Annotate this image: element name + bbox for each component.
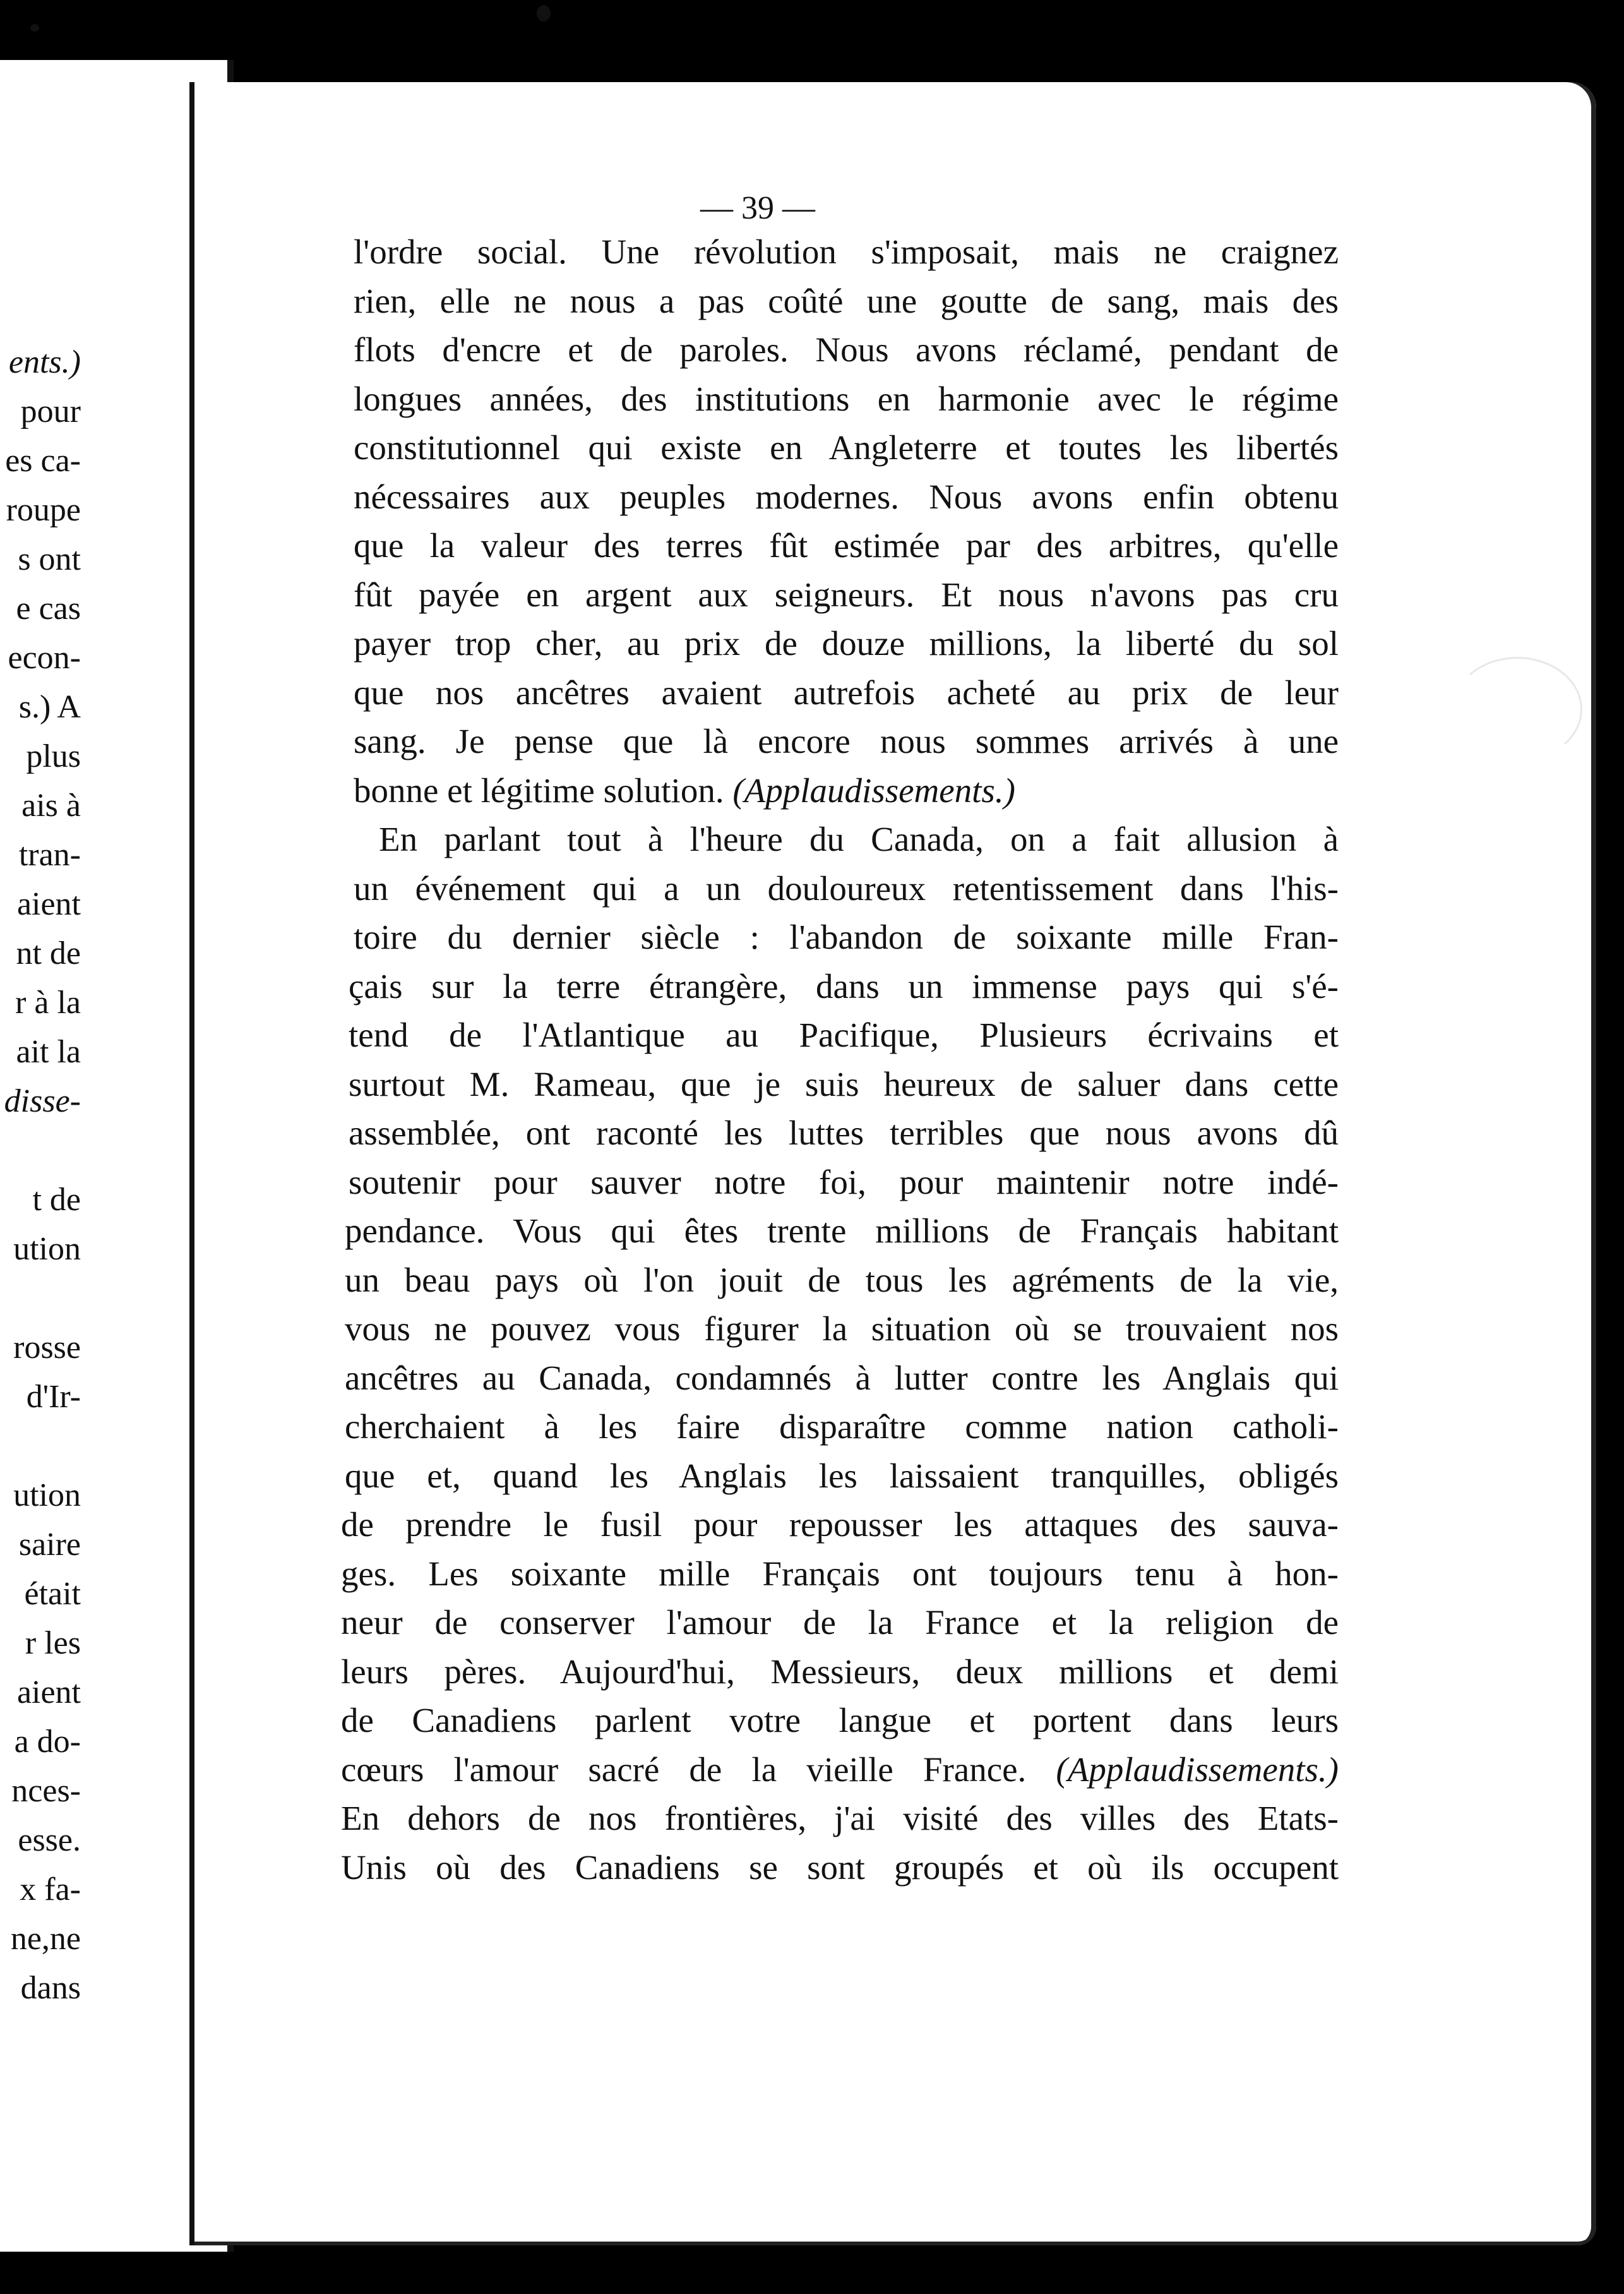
previous-page-line: saire bbox=[18, 1527, 81, 1563]
previous-page-line bbox=[0, 1274, 81, 1323]
scan-speck bbox=[30, 24, 39, 32]
previous-page-line: plus bbox=[26, 738, 81, 774]
previous-page-line: ents.) bbox=[8, 344, 81, 380]
text-line: En dehors de nos frontières, j'ai visité des villes des Etats- bbox=[341, 1799, 1339, 1837]
previous-page-line: ait la bbox=[16, 1034, 81, 1070]
previous-page-line: ution bbox=[13, 1231, 81, 1267]
text-line: leurs pères. Aujourd'hui, Messieurs, deux millions et demi bbox=[341, 1652, 1339, 1691]
text-line: nécessaires aux peuples modernes. Nous avons enfin obtenu bbox=[354, 477, 1339, 516]
text-line-with-applause bbox=[341, 1745, 1339, 1794]
text-line: bonne et légitime solution. bbox=[354, 771, 724, 810]
text-line: que et, quand les Anglais les laissaient tranquilles, obligés bbox=[345, 1456, 1339, 1495]
text-line: En parlant tout à l'heure du Canada, on a fait allusion à bbox=[379, 820, 1339, 858]
text-line: soutenir pour sauver notre foi, pour maintenir notre indé- bbox=[349, 1162, 1339, 1201]
text-line: ancêtres au Canada, condamnés à lutter contre les Anglais qui bbox=[345, 1358, 1339, 1397]
previous-page-line: es ca- bbox=[5, 443, 81, 479]
text-line: de prendre le fusil pour repousser les attaques des sauva- bbox=[341, 1505, 1339, 1544]
text-line: assemblée, ont raconté les luttes terribles que nous avons dû bbox=[349, 1114, 1339, 1152]
text-line: cherchaient à les faire disparaître comme nation catholi- bbox=[345, 1407, 1339, 1446]
previous-page-text bbox=[0, 338, 81, 2013]
text-line: l'ordre social. Une révolution s'imposait, mais ne craignez bbox=[354, 232, 1339, 271]
text-line: tend de l'Atlantique au Pacifique, Plusieurs écrivains et bbox=[349, 1016, 1339, 1054]
previous-page-line: d'Ir- bbox=[26, 1379, 81, 1415]
body-text bbox=[341, 227, 1339, 1892]
text-line: Unis où des Canadiens se sont groupés et où ils occupent bbox=[341, 1847, 1339, 1887]
text-line: payer trop cher, au prix de douze millions, la liberté du sol bbox=[354, 624, 1339, 663]
previous-page-line: aient bbox=[16, 1674, 81, 1710]
text-line: constitutionnel qui existe en Angleterre et toutes les libertés bbox=[354, 428, 1339, 467]
previous-page-line: pour bbox=[20, 393, 81, 429]
text-line: un beau pays où l'on jouit de tous les agréments de la vie, bbox=[345, 1260, 1339, 1299]
previous-page-line: econ- bbox=[8, 640, 81, 676]
previous-page-line: t de bbox=[32, 1182, 81, 1218]
text-line: que nos ancêtres avaient autrefois acheté au prix de leur bbox=[354, 673, 1339, 712]
text-line: çais sur la terre étrangère, dans un immense pays qui s'é- bbox=[349, 966, 1339, 1006]
text-line-with-applause bbox=[354, 766, 1339, 815]
text-line: flots d'encre et de paroles. Nous avons réclamé, pendant de bbox=[354, 330, 1339, 369]
previous-page-line: disse- bbox=[4, 1083, 81, 1119]
previous-page-line: a do- bbox=[14, 1724, 81, 1760]
previous-page-line: tran- bbox=[18, 837, 81, 873]
previous-page-line: dans bbox=[20, 1970, 81, 2006]
previous-page-line: r à la bbox=[15, 985, 81, 1021]
previous-page-line: esse. bbox=[18, 1822, 81, 1858]
text-line: un événement qui a un douloureux retentissement dans l'his- bbox=[354, 868, 1339, 908]
previous-page-line: nces- bbox=[11, 1773, 81, 1809]
previous-page-line: aient bbox=[16, 886, 81, 922]
previous-page-line bbox=[0, 1422, 81, 1471]
text-line: neur de conserver l'amour de la France et la religion de bbox=[341, 1603, 1339, 1642]
previous-page-line: rosse bbox=[13, 1330, 81, 1366]
previous-page-line: x fa- bbox=[20, 1871, 81, 1907]
text-line: sang. Je pense que là encore nous sommes arrivés à une bbox=[354, 722, 1339, 760]
previous-page-line: nt de bbox=[16, 935, 81, 971]
previous-page-line: e cas bbox=[16, 591, 81, 627]
text-line: de Canadiens parlent votre langue et portent dans leurs bbox=[341, 1701, 1339, 1739]
text-line: pendance. Vous qui êtes trente millions de Français habitant bbox=[345, 1211, 1339, 1250]
applause-note: (Applaudissements.) bbox=[1056, 1750, 1339, 1789]
previous-page-line: s ont bbox=[18, 541, 81, 577]
text-line: longues années, des institutions en harmonie avec le régime bbox=[354, 379, 1339, 418]
previous-page-line: s.) A bbox=[18, 689, 81, 725]
scan-edge-mark bbox=[1452, 657, 1582, 762]
page-number: — 39 — bbox=[700, 190, 815, 226]
text-line: cœurs l'amour sacré de la vieille France. bbox=[341, 1750, 1027, 1789]
previous-page-line: ais à bbox=[21, 788, 81, 824]
text-line: toire du dernier siècle : l'abandon de soixante mille Fran- bbox=[354, 918, 1339, 956]
previous-page-line: ne,ne bbox=[10, 1921, 81, 1957]
previous-page-line: ution bbox=[13, 1477, 81, 1513]
previous-page-line: roupe bbox=[6, 492, 81, 528]
applause-note: (Applaudissements.) bbox=[732, 771, 1015, 810]
text-line: fût payée en argent aux seigneurs. Et nous n'avons pas cru bbox=[354, 575, 1339, 614]
previous-page-line: r les bbox=[25, 1625, 81, 1661]
text-line: surtout M. Rameau, que je suis heureux de saluer dans cette bbox=[349, 1064, 1339, 1103]
text-line: vous ne pouvez vous figurer la situation où se trouvaient nos bbox=[345, 1309, 1339, 1348]
text-line: rien, elle ne nous a pas coûté une goutte de sang, mais des bbox=[354, 281, 1339, 320]
text-line: ges. Les soixante mille Français ont toujours tenu à hon- bbox=[341, 1554, 1339, 1593]
previous-page-line: était bbox=[24, 1576, 81, 1612]
previous-page-line bbox=[0, 1126, 81, 1175]
text-line: que la valeur des terres fût estimée par des arbitres, qu'elle bbox=[354, 526, 1339, 565]
scan-speck bbox=[537, 5, 551, 21]
